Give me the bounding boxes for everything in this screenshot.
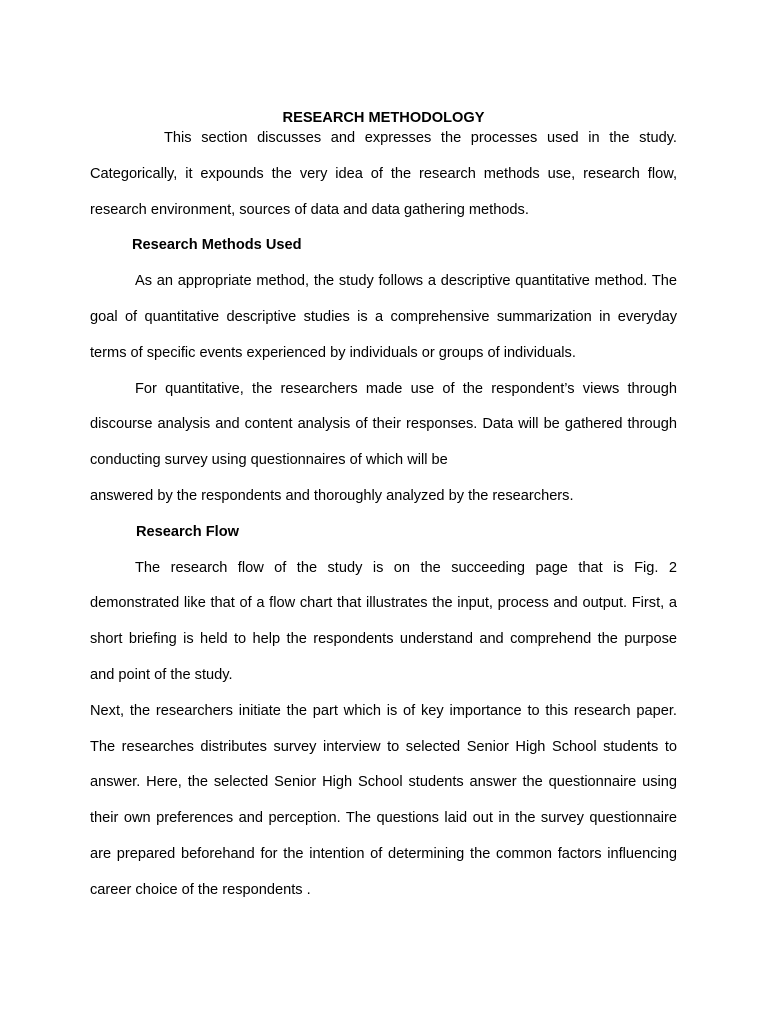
research-methods-paragraph-2-continued: answered by the respondents and thoroughly analyzed by the researchers. [90, 487, 574, 504]
document-page [90, 108, 677, 909]
research-flow-paragraph-1: The research flow of the study is on the succeeding page that is Fig. 2 demonstrated like that of a flow chart that illustrates the input, process and output. First, a short briefing is held to help the respondents understand and comprehend the purpose and point of the study. [90, 559, 677, 683]
section-heading-research-flow: Research Flow [136, 523, 240, 540]
document-title: RESEARCH METHODOLOGY [282, 110, 485, 126]
research-methods-paragraph-1: As an appropriate method, the study follows a descriptive quantitative method. The goal of quantitative descriptive studies is a comprehensive summarization in everyday terms of specific events experienced by individuals or groups of individuals. [90, 273, 677, 361]
section-heading-research-methods: Research Methods Used [132, 237, 302, 254]
research-flow-paragraph-2: Next, the researchers initiate the part which is of key importance to this research paper. The researches distributes survey interview to selected Senior High School students to answer. Here, the selected Senior High School students answer the questionnaire using their own preferences and perception. The questions laid out in the survey questionnaire are prepared beforehand for the intention of determining the common factors influencing career choice of the respondents . [90, 702, 677, 898]
intro-paragraph: This section discusses and expresses the processes used in the study. Categorically, it expounds the very idea of the research methods use, research flow, research environment, sources of data and data gathering methods. [90, 130, 677, 218]
research-methods-paragraph-2: For quantitative, the researchers made use of the respondent’s views through discourse analysis and content analysis of their responses. Data will be gathered through conducting survey using questionnaires of which will be [90, 380, 677, 469]
